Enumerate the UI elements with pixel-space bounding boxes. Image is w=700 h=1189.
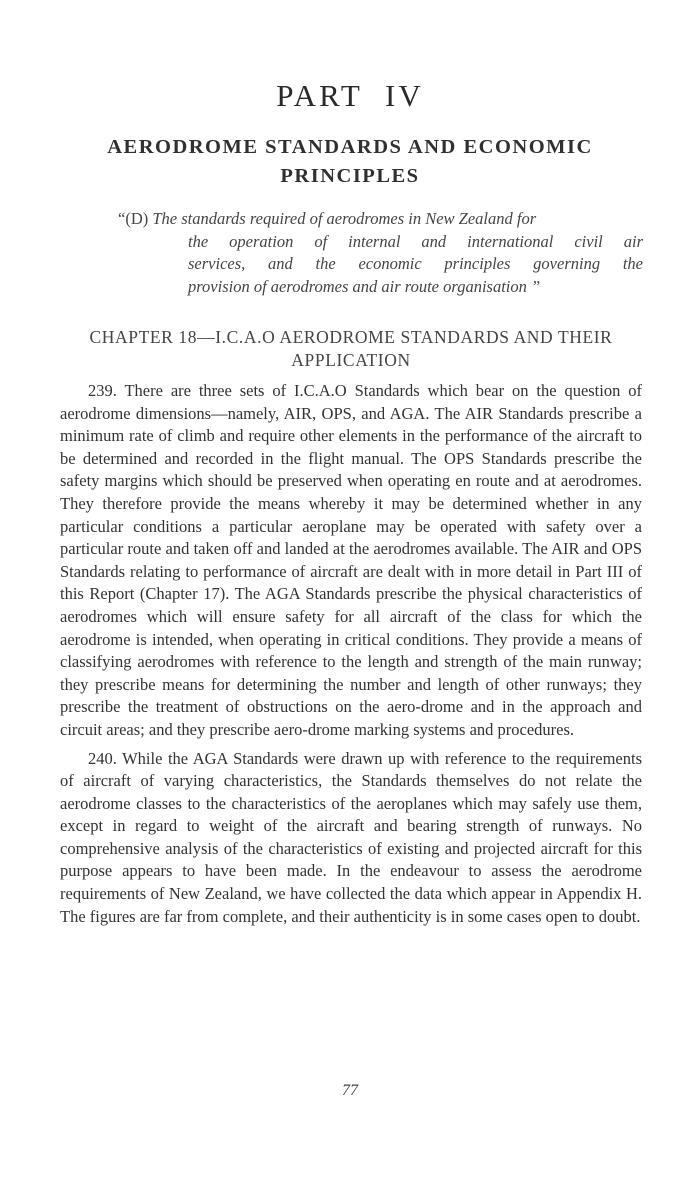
page-number: 77 <box>342 1082 358 1099</box>
terms-text-line: the operation of internal and international civil air <box>188 231 643 251</box>
terms-line-1 <box>118 208 643 231</box>
terms-label: “(D) <box>118 209 149 228</box>
section-title: AERODROME STANDARDS AND ECONOMIC PRINCIPLES <box>107 136 593 187</box>
chapter-title: CHAPTER 18—I.C.A.O AERODROME STANDARDS AND THEIR APPLICATION <box>89 327 613 370</box>
terms-text-line: provision of aerodromes and air route organisation ” <box>188 276 541 296</box>
paragraph-240: 240. While the AGA Standards were drawn up with reference to the requirements of aircraft of varying characteristics, the Standards themselves do not relate the aerodrome classes to the characteristics of the aeroplanes which may safely use them, except in regard to weight of the aircraft and bearing strength of runways. No comprehensive analysis of the characteristics of existing and projected aircraft for this purpose appears to have been made. In the endeavour to assess the aerodrome requirements of New Zealand, we have collected the data which appear in Appendix H. The figures are far from complete, and their authenticity is in some cases open to doubt. <box>60 748 642 926</box>
terms-of-reference <box>118 208 643 298</box>
terms-text-line: services, and the economic principles governing the <box>188 254 643 273</box>
paragraph-239: 239. There are three sets of I.C.A.O Standards which bear on the question of aerodrome dimensions—namely, AIR, OPS, and AGA. The AIR Standards prescribe a minimum rate of climb and require other elements in the performance of the aircraft to be determined and recorded in the flight manual. The OPS Standards prescribe the safety margins which should be preserved when operating en route and at aerodromes. They therefore provide the means whereby it may be determined whether in any particular conditions a particular aeroplane may be operated with safety over a particular route and taken off and landed at the aerodromes available. The AIR and OPS Standards relating to performance of aircraft are dealt with in more detail in Part III of this Report (Chapter 17). The AGA Standards prescribe the physical characteristics of aerodromes which will ensure safety for all aircraft of the class for which the aerodrome is intended, when operating in critical conditions. They provide a means of classifying aerodromes with reference to the length and strength of the main runway; they prescribe means for determining the number and length of other runways; they prescribe the treatment of obstructions on the aero-drome and in the approach and circuit areas; and they prescribe aero-drome marking systems and procedures. <box>60 381 642 739</box>
body-text <box>60 380 642 934</box>
terms-text-line: The standards required of aerodromes in New Zealand for <box>152 209 537 228</box>
part-title: PART IV <box>276 78 424 113</box>
